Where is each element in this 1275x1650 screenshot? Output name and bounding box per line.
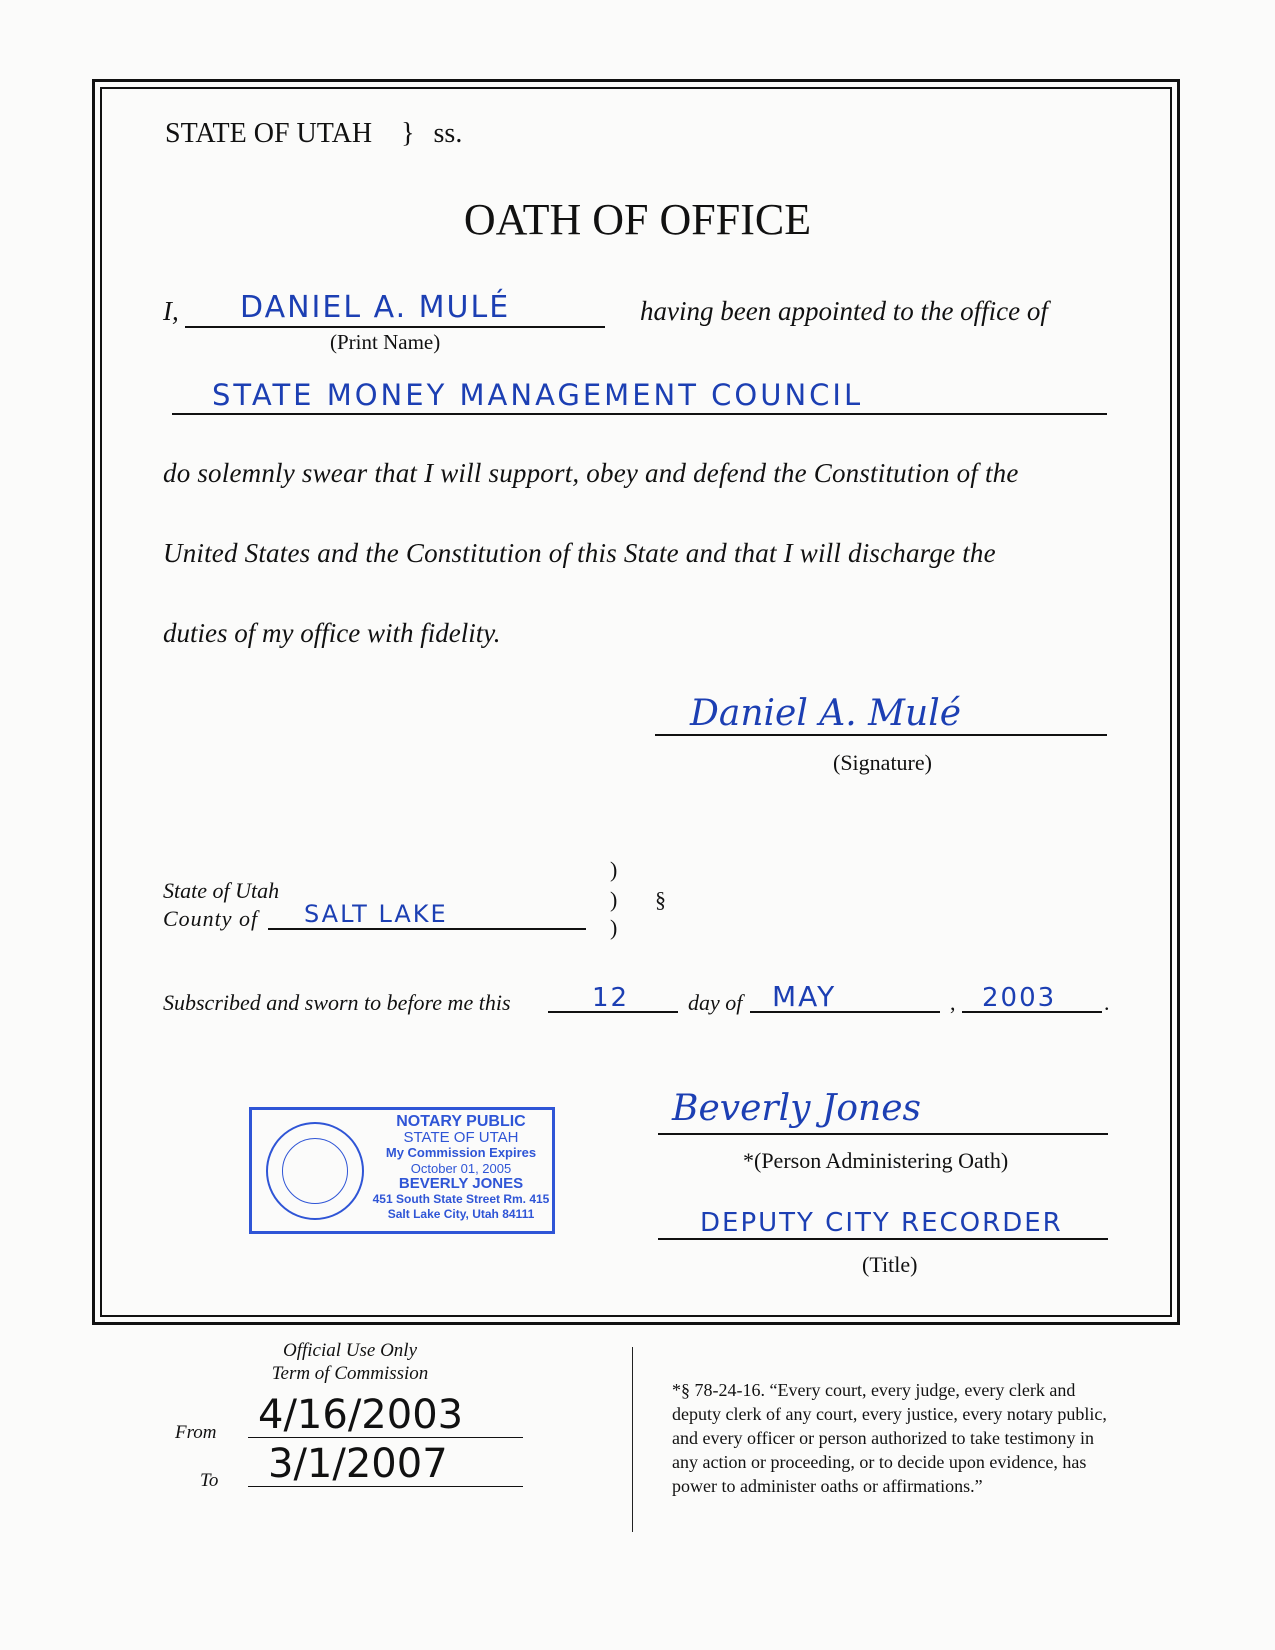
oath-signature: Daniel A. Mulé	[690, 693, 962, 734]
from-value: 4/16/2003	[258, 1392, 464, 1438]
stamp-line-3: My Commission Expires	[385, 1145, 537, 1160]
title-label: (Title)	[862, 1252, 918, 1277]
state-heading	[165, 118, 462, 150]
administrator-label: *(Person Administering Oath)	[743, 1148, 1009, 1173]
oath-body-line-3: duties of my office with fidelity.	[163, 618, 501, 648]
office-line	[172, 413, 1107, 415]
month-value: MAY	[772, 980, 837, 1013]
notary-stamp	[249, 1107, 555, 1234]
stamp-line-6: 451 South State Street Rm. 415	[372, 1191, 550, 1206]
administrator-signature: Beverly Jones	[672, 1088, 921, 1129]
day-of-text: day of	[688, 990, 743, 1015]
to-label: To	[200, 1470, 219, 1491]
ss-text: ss.	[433, 118, 463, 149]
venue-state: State of Utah	[163, 878, 280, 903]
year-value: 2003	[982, 983, 1057, 1013]
official-use-heading: Official Use Only	[282, 1340, 418, 1361]
to-value: 3/1/2007	[268, 1441, 448, 1487]
print-name-value: DANIEL A. MULÉ	[240, 290, 511, 325]
title-line	[658, 1238, 1108, 1240]
office-value: STATE MONEY MANAGEMENT COUNCIL	[212, 378, 864, 412]
county-line	[268, 928, 586, 930]
venue-county-label: County of	[163, 906, 259, 931]
paren-3: )	[610, 915, 618, 940]
subscribed-prefix: Subscribed and sworn to before me this	[163, 990, 511, 1015]
signature-label: (Signature)	[833, 750, 932, 775]
stamp-line-7: Salt Lake City, Utah 84111	[387, 1207, 535, 1221]
footnote-line-3: and every officer or person authorized to take testimony in	[672, 1428, 1095, 1448]
footer-divider	[632, 1347, 633, 1532]
footnote-line-4: any action or proceeding, or to decide upon evidence, has	[672, 1452, 1087, 1472]
footnote-line-5: power to administer oaths or affirmations.”	[672, 1476, 983, 1496]
oath-body-line-2: United States and the Constitution of this State and that I will discharge the	[163, 538, 996, 568]
print-name-line	[185, 326, 605, 328]
from-label: From	[175, 1422, 217, 1443]
state-of-utah-text: STATE OF UTAH	[165, 118, 373, 149]
period: .	[1104, 990, 1110, 1015]
term-of-commission-heading: Term of Commission	[271, 1363, 429, 1384]
section-symbol: §	[655, 887, 666, 912]
paren-1: )	[610, 857, 618, 882]
brace: }	[401, 118, 415, 149]
signature-line	[655, 734, 1107, 736]
paren-2: )	[610, 887, 618, 912]
stamp-line-2: STATE OF UTAH	[403, 1128, 519, 1146]
i-prefix: I,	[163, 296, 179, 326]
comma: ,	[950, 990, 956, 1015]
administrator-signature-line	[658, 1133, 1108, 1135]
print-name-label: (Print Name)	[330, 330, 441, 354]
stamp-line-5: BEVERLY JONES	[398, 1175, 524, 1192]
footnote-line-1: *§ 78-24-16. “Every court, every judge, every clerk and	[672, 1380, 1076, 1400]
stamp-line-1: NOTARY PUBLIC	[396, 1113, 526, 1130]
county-value: SALT LAKE	[304, 900, 448, 928]
footnote-line-2: deputy clerk of any court, every justice, every notary public,	[672, 1404, 1107, 1424]
oath-body-line-1: do solemnly swear that I will support, obey and defend the Constitution of the	[163, 458, 1019, 488]
administrator-title: DEPUTY CITY RECORDER	[700, 1208, 1063, 1238]
day-value: 12	[592, 983, 630, 1013]
page-title: OATH OF OFFICE	[463, 195, 812, 244]
appointed-text: having been appointed to the office of	[640, 296, 1048, 326]
stamp-line-4: October 01, 2005	[410, 1160, 512, 1176]
state-seal	[266, 1122, 364, 1220]
statute-footnote	[672, 1378, 1107, 1498]
